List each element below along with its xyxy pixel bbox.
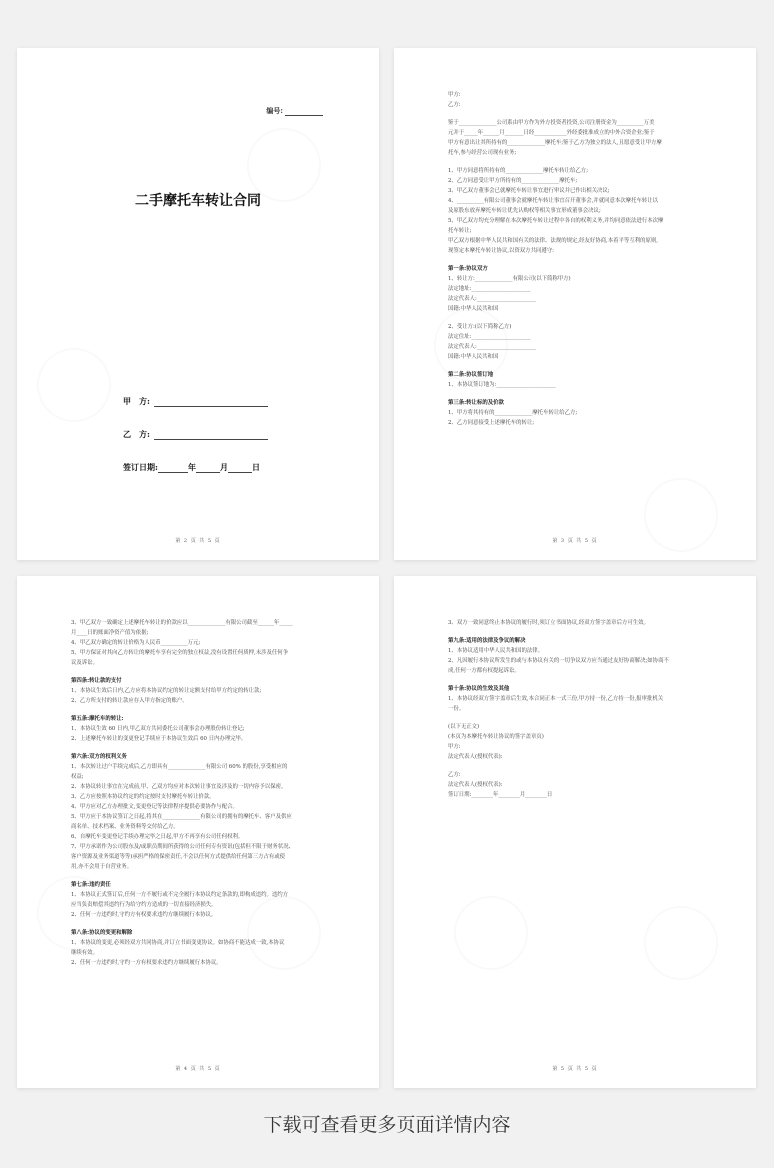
text-line: 月____日的账面净资产值为依据;	[71, 630, 149, 636]
text-line: 1、本协议生效 60 日内,甲乙双方共同委托公司董事会办理股份转让登记;	[71, 726, 245, 732]
text-line: 商名单、技术档案、业务资料等交付给乙方。	[71, 824, 179, 830]
text-line: 应当负责赔偿其违约行为给守约方造成的一切直接经济损失。	[71, 902, 217, 908]
blank-line	[448, 762, 706, 770]
text-line: 2、乙方所支付的转让款应存入甲方指定的账户。	[71, 698, 188, 704]
page-footer: 第 4 页 共 5 页	[175, 1066, 221, 1072]
text-line: 2、任何一方违约时,守约方有权要求违约方继续履行本协议。	[71, 912, 217, 918]
text-line: 1、本协议的变更,必须经双方共同协商,并订立书面变更协议。如协商不能达成一致,本协议	[71, 940, 285, 946]
text-line: 甲乙双方根据中华人民共和国有关的法律、法规的规定,经友好协商,本着平等互利的原则,	[448, 238, 658, 244]
party-b-field	[123, 429, 268, 440]
page-text	[448, 618, 706, 800]
text-line: 1、本协议适用中华人民共和国的法律。	[448, 648, 544, 654]
text-line: 法定代表人(授权代表):	[448, 782, 503, 788]
text-line: 乙方:	[448, 772, 461, 778]
section-heading: 第六条:双方的权利义务	[71, 754, 127, 760]
text-line: 4、__________有限公司董事会就摩托车转让事宜召开董事会,并就同意本次摩托车转让以	[448, 198, 658, 204]
text-line: 及原股东放弃摩托车转让优先认购权等相关事宜形成董事会决议;	[448, 208, 601, 214]
section-heading: 第八条:协议的变更和解除	[71, 930, 133, 936]
text-line: 成,任何一方都有权提起诉讼。	[448, 668, 520, 674]
text-line: 1、本次转让过户手续完成后,乙方即具有______________有限公司 60% 的股份,享受相应的	[71, 764, 288, 770]
text-line: 2、本协议转让事宜在完成前,甲、乙双方均应对本次转让事宜及涉及的一切内容予以保密。	[71, 784, 287, 790]
text-line: 继续有效。	[71, 950, 98, 956]
section-heading: 第七条:违约责任	[71, 882, 111, 888]
party-b-label: 乙 方:	[123, 429, 150, 439]
section-heading: 第三条:转让标的及价款	[448, 400, 504, 406]
text-line: 6、自摩托车变更登记手续办理完毕之日起,甲方不再享有公司任何权利。	[71, 834, 244, 840]
text-line: 托车转让;	[448, 228, 472, 234]
text-line: 2、任何一方违约时,守约一方有权要求违约方继续履行本协议。	[71, 960, 222, 966]
text-line: 4、甲乙双方确定的转让价格为人民币__________万元;	[71, 640, 201, 646]
party-a-label: 甲 方:	[123, 396, 150, 406]
text-line: 1、本协议经双方签字盖章后生效,本合同正本一式三份,甲方持一份,乙方持一份,报审批机关	[448, 696, 664, 702]
text-line: 3、乙方应按照本协议约定的约定按时支付摩托车转让价款。	[71, 794, 215, 800]
text-line: 2、凡因履行本协议所发生的或与本协议有关的一切争议双方应当通过友好协商解决;如协商不	[448, 658, 669, 664]
text-line: 托车,参与经营公司现有业务;	[448, 150, 517, 156]
watermark	[632, 894, 730, 992]
text-line: 1、转让方:______________有限公司(以下简称甲方)	[448, 276, 571, 282]
text-line: 5、甲乙双方均充分理解在本次摩托车转让过程中各自的权利义务,并均同意依法进行本次摩	[448, 218, 664, 224]
text-line: 鉴于______________公司系由甲方作为外方投资者投资,公司注册资金为__________万美	[448, 120, 655, 126]
text-line: 3、甲乙双方一致确定上述摩托车转让的价款应以______________有限公司截至______年_____	[71, 620, 293, 626]
sign-date-label: 签订日期:	[123, 462, 158, 472]
text-line: 元并于_____年______月_______日经____________外经委批准成立的中外合资企业;鉴于	[448, 130, 655, 136]
text-line: 国籍:中华人民共和国	[448, 306, 499, 312]
text-line: 甲方:	[448, 744, 461, 750]
page-footer: 第 5 页 共 5 页	[552, 1066, 598, 1072]
text-line: 5、甲方保证对其向乙方转让的摩托车享有完全的独立权益,没有设置任何质押,未涉及任何争	[71, 650, 289, 656]
text-line: 甲方有意出让其所持有的______________摩托车;鉴于乙方为独立的法人,且愿意受让甲方摩	[448, 140, 662, 146]
text-line: 法定代表人:______________________	[448, 296, 537, 302]
text-line: 5、甲方应于本协议签订之日起,将其在______________有限公司的拥有的摩托车、客户及供应	[71, 814, 292, 820]
text-line: 法定代表人:______________________	[448, 344, 537, 350]
sign-date-field	[123, 462, 260, 473]
text-line: 3、双方一致同意终止本协议的履行时,须订立书面协议,经双方签字盖章后方可生效。	[448, 620, 649, 626]
text-line: 1、甲方将其持有的______________摩托车转让给乙方;	[448, 410, 578, 416]
watermark	[632, 466, 730, 560]
section-heading: 第一条:协议双方	[448, 266, 488, 272]
text-line: 法定住址:______________________	[448, 334, 531, 340]
text-line: 4、甲方应对乙方办理批文,变更登记等法律程序提供必要协作与配合。	[71, 804, 238, 810]
section-heading: 第二条:协议签订地	[448, 372, 494, 378]
text-line: 签订日期:________年________月________日	[448, 792, 553, 798]
text-line: 1、本协议正式签订后,任何一方不履行或不完全履行本协议约定条款的,即构成违约。违约方	[71, 892, 289, 898]
contract-number-label: 编号:	[266, 106, 283, 115]
blank-line	[448, 110, 706, 118]
text-line: 2、上述摩托车转让的变更登记手续应于本协议生效后 60 日内办理完毕。	[71, 736, 247, 742]
text-line: 乙方:	[448, 102, 461, 108]
text-line: 现签定本摩托车转让协议,以资双方共同遵守:	[448, 248, 554, 254]
document-page-3	[17, 576, 379, 1088]
text-line: (本页为本摩托车转让协议的签字盖章页)	[448, 734, 544, 740]
page-footer: 第 2 页 共 5 页	[175, 538, 221, 544]
blank-line	[448, 714, 706, 722]
text-line: 议及诉讼。	[71, 660, 98, 666]
text-line: 7、甲方承诺作为公司股东及/或职员期间所获得的公司任何专有资讯(包括但不限于财务状况、	[71, 844, 294, 850]
party-a-field	[123, 396, 268, 407]
text-line: 甲方:	[448, 92, 461, 98]
download-caption: 下载可查看更多页面详情内容	[263, 1114, 511, 1136]
text-line: 客户资源及业务渠道等等)承担严格的保密责任,不会以任何方式提供给任何第三方占有或使	[71, 854, 286, 860]
blank-line	[448, 314, 706, 322]
section-heading: 第五条:摩托车的转让:	[71, 716, 124, 722]
text-line: 用,亦不会用于自营业务。	[71, 864, 133, 870]
text-line: 一份。	[448, 706, 465, 712]
text-line: 2、乙方同意接受上述摩托车的转让;	[448, 420, 535, 426]
page-text	[448, 90, 706, 428]
day-label: 日	[251, 462, 260, 472]
contract-title: 二手摩托车转让合同	[135, 193, 261, 209]
section-heading: 第十条:协议的生效及其他	[448, 686, 510, 692]
section-heading: 第四条:转让款的支付	[71, 678, 122, 684]
text-line: 1、本协议生效后日内,乙方应将本协议约定的转让定额支付给甲方约定的转让款;	[71, 688, 262, 694]
contract-number	[266, 106, 323, 116]
document-page-4	[394, 576, 756, 1088]
text-line: 1、本协议签订地为:______________________	[448, 382, 556, 388]
text-line: 法定地址:______________________	[448, 286, 531, 292]
year-label: 年	[187, 462, 196, 472]
section-heading: 第九条:适用的法律及争议的解决	[448, 638, 526, 644]
text-line: (以下无正文)	[448, 724, 480, 730]
text-line: 1、甲方同意将所持有的______________摩托车转让给乙方;	[448, 168, 589, 174]
watermark	[25, 336, 123, 434]
text-line: 3、甲乙双方董事会已就摩托车转让事宜进行审议并已作出相关决议;	[448, 188, 610, 194]
document-page-2	[394, 48, 756, 560]
page-footer: 第 3 页 共 5 页	[552, 538, 598, 544]
text-line: 法定代表人(授权代表):	[448, 754, 503, 760]
document-page-cover	[17, 48, 379, 560]
month-label: 月	[219, 462, 228, 472]
blank-line	[448, 158, 706, 166]
text-line: 权益;	[71, 774, 84, 780]
text-line: 2、乙方同意受让甲方所持有的______________摩托车;	[448, 178, 578, 184]
watermark	[442, 884, 540, 982]
text-line: 国籍:中华人民共和国	[448, 354, 499, 360]
page-text	[71, 618, 329, 968]
text-line: 2、受让方:(以下简称乙方)	[448, 324, 512, 330]
